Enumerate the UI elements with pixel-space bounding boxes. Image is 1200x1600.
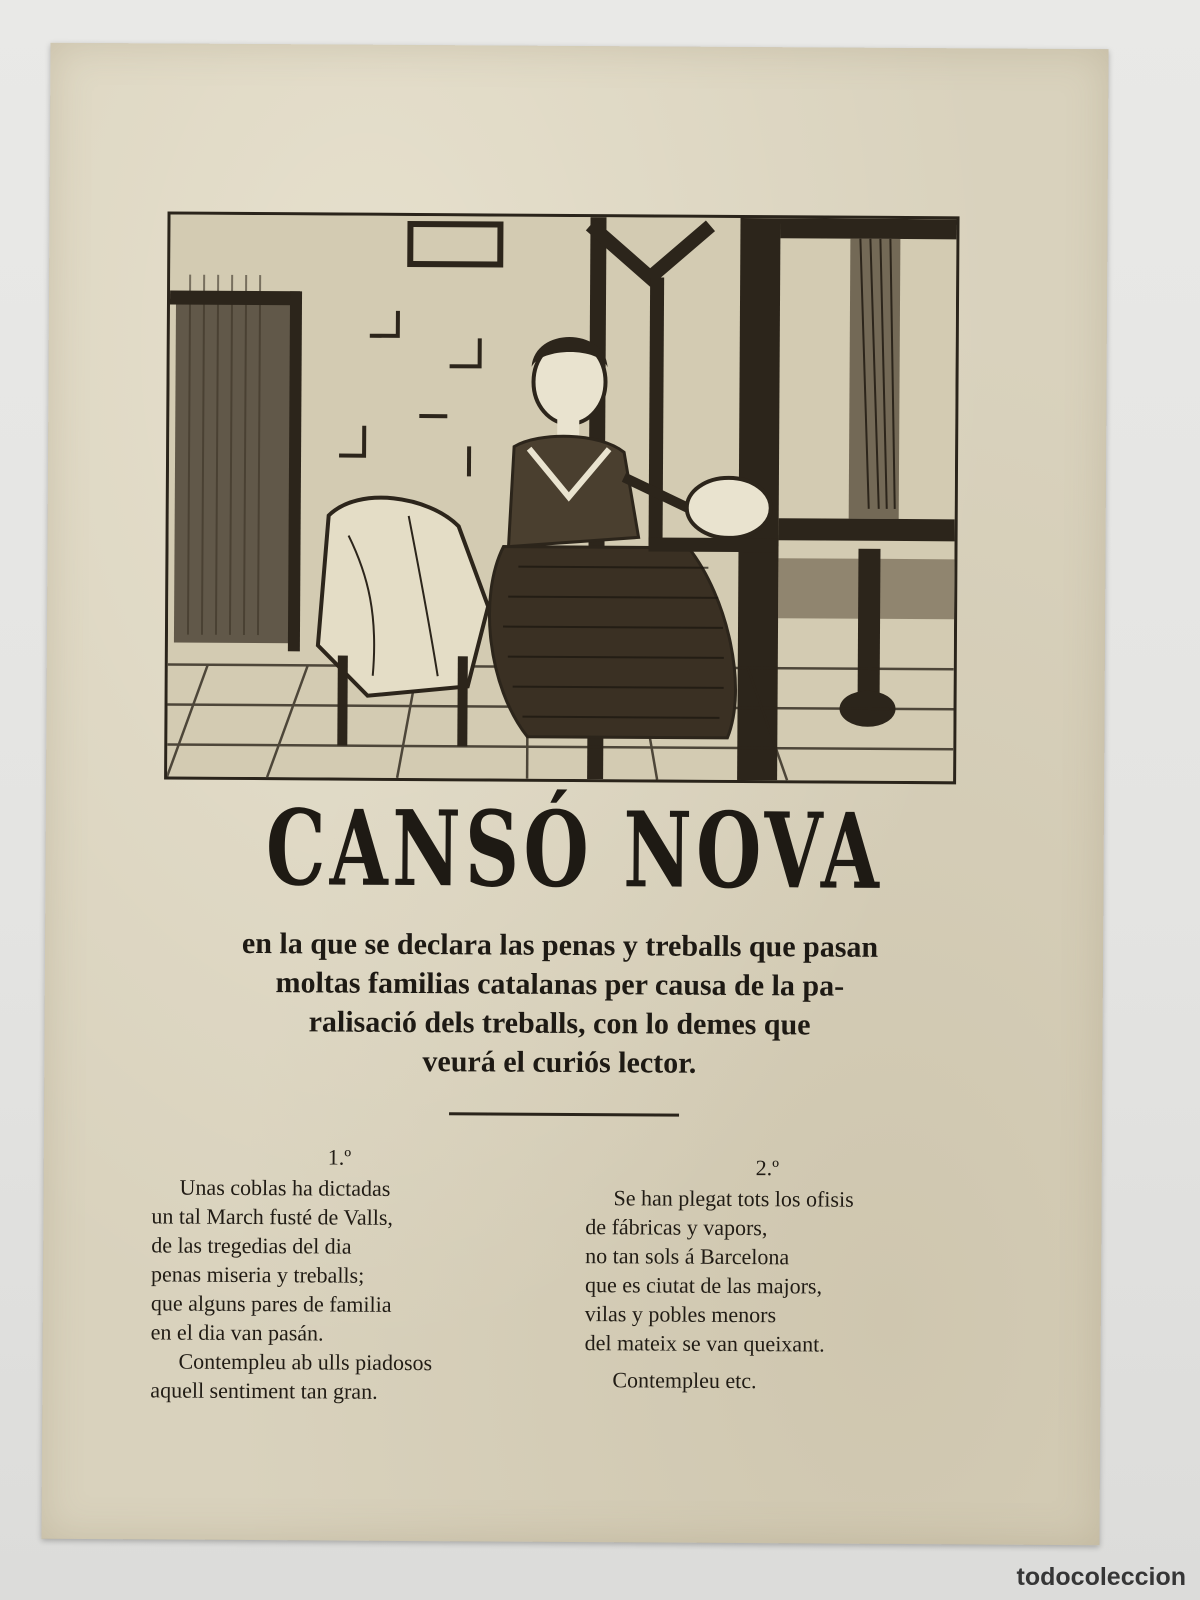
watermark-logo: todocoleccion xyxy=(1016,1563,1186,1591)
verse-line: Se han plegat tots los ofisis xyxy=(613,1185,854,1212)
woodcut-illustration xyxy=(164,212,959,785)
broadside-sheet xyxy=(41,43,1108,1545)
refrain-line: Contempleu ab ulls piadosos xyxy=(178,1348,433,1376)
subtitle-line: en la que se declara las penas y treballs que pasan xyxy=(241,926,879,964)
refrain-line: Contempleu etc. xyxy=(612,1367,757,1394)
verse-line: un tal March fusté de Valls, xyxy=(151,1203,394,1230)
refrain-line: aquell sentiment tan gran. xyxy=(150,1377,378,1404)
subtitle xyxy=(144,923,975,1084)
verse-line: no tan sols á Barcelona xyxy=(585,1243,790,1270)
verse-line: vilas y pobles menors xyxy=(584,1301,777,1328)
verse-line: Unas coblas ha dictadas xyxy=(179,1174,391,1201)
verse-line: en el dia van pasán. xyxy=(150,1319,324,1346)
stanza-number: 1.º xyxy=(327,1144,352,1170)
verse-line: del mateix se van queixant. xyxy=(584,1330,825,1357)
verse-line: de las tregedias del dia xyxy=(151,1232,352,1259)
subtitle-line: veurá el curiós lector. xyxy=(422,1045,697,1080)
verse-line: que es ciutat de las majors, xyxy=(584,1272,823,1299)
verse-line: de fábricas y vapors, xyxy=(585,1214,768,1241)
verse-line: que alguns pares de familia xyxy=(150,1290,392,1317)
page-title: CANSÓ NOVA xyxy=(265,786,884,913)
subtitle-line: moltas familias catalanas per causa de la pa- xyxy=(275,966,845,1003)
verse-line: penas miseria y treballs; xyxy=(150,1261,365,1288)
divider-rule xyxy=(449,1112,679,1116)
subtitle-line: ralisació dels treballs, con lo demes que xyxy=(308,1005,811,1042)
stanza-2 xyxy=(584,1152,935,1396)
stanza-number: 2.º xyxy=(755,1155,780,1181)
woman-at-loom-engraving xyxy=(167,215,956,782)
stanza-1 xyxy=(150,1141,482,1406)
